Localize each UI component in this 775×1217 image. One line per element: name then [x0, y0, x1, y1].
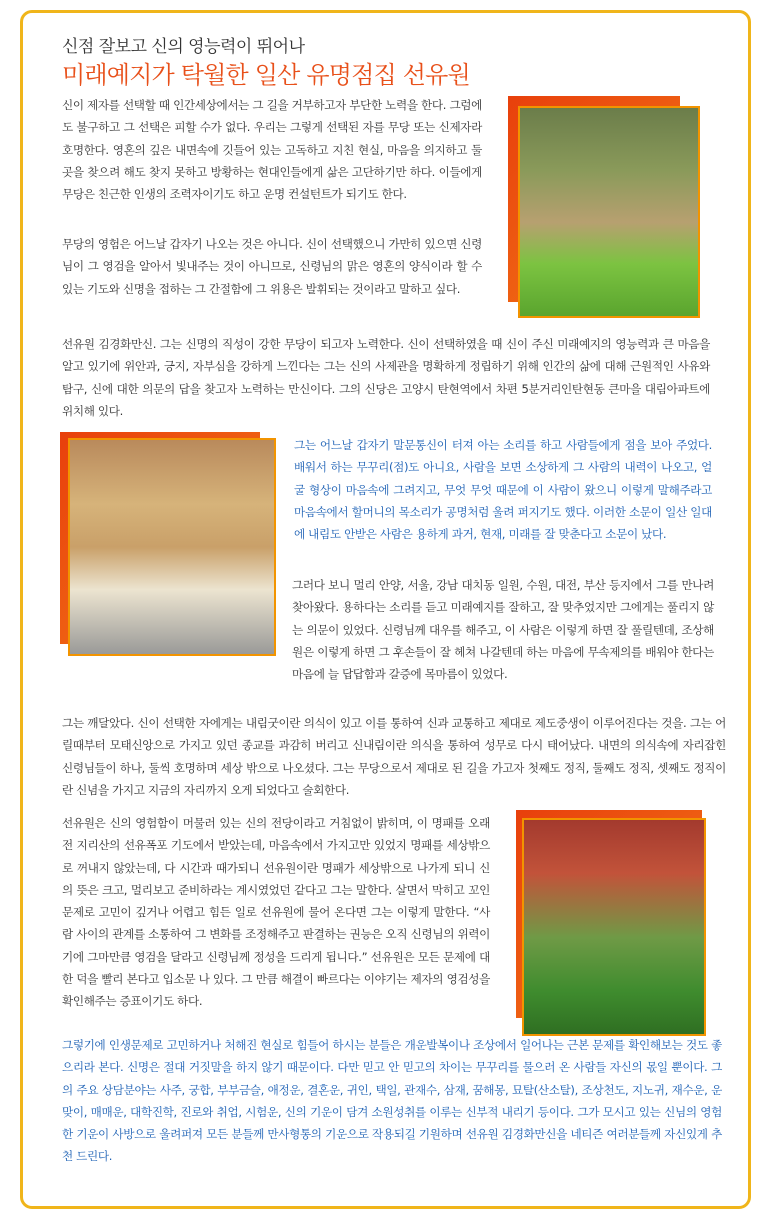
paragraph-7: 선유원은 신의 영험함이 머물러 있는 신의 전당이라고 거침없이 밝히며, 이 명패를 오래전 지리산의 선유폭포 기도에서 받았는데, 마음속에서 가지고만 있었지 명패를 세상밖으로 꺼내지 않았는데, 다 시간과 때가되니 선유원이란 명패가 세상밖으로 나가게 되니 신의 뜻은 크고, 멀리보고 준비하라는 계시였었던 같다고 그는 말한다. 살면서 막히고 꼬인 문제로 고민이 깊거나 어렵고 힘든 일로 선유원에 물어 온다면 그는 이렇게 말한다. “사람 사이의 관계를 소통하여 그 변화를 조정해주고 판결하는 권능은 오직 신령님의 위력이기에 그마만큼 영검을 달라고 신령님께 정성을 드리게 됩니다.” 선유원은 모든 문제에 대한 덕을 빨리 본다고 입소문 나 있다. 그 만큼 해결이 빠르다는 이야기는 제자의 영검성을 확인해주는 증표이기도 하다.: [62, 816, 490, 1009]
paragraph-1: 신이 제자를 선택할 때 인간세상에서는 그 길을 거부하고자 부단한 노력을 한다. 그럼에도 불구하고 그 선택은 피할 수가 없다. 우리는 그렇게 선택된 자를 무당 또는 신제자라 호명한다. 영혼의 깊은 내면속에 깃들어 있는 고독하고 지친 현실, 마음을 의지하고 둘 곳을 찾으려 해도 찾지 못하고 방황하는 현대인들에게 삶은 고단하기만 하다. 이들에게 무당은 친근한 인생의 조력자이기도 하고 운명 컨설턴트가 되기도 한다.: [62, 98, 482, 202]
page-subtitle: 신점 잘보고 신의 영능력이 뛰어나: [62, 37, 305, 57]
ritual-photo: [516, 810, 712, 1040]
paragraph-5-wrap: [62, 574, 714, 685]
page-title: 미래예지가 탁월한 일산 유명점집 선유원: [62, 61, 470, 89]
paragraph-8: 그렇기에 인생문제로 고민하거나 처해진 현실로 힘들어 하시는 분들은 개운발복이나 조상에서 일어나는 근본 문제를 확인해보는 것도 좋으리라 본다. 신명은 절대 거짓말을 하지 않기 때문이다. 다만 믿고 안 믿고의 차이는 무꾸리를 물으러 온 사람들 자신의 몫일 뿐이다. 그의 주요 상담분야는 사주, 궁합, 부부금슬, 애정운, 결혼운, 귀인, 택일, 관재수, 삼재, 꿈해몽, 묘탈(산소탈), 조상천도, 지노귀, 재수운, 운맞이, 매매운, 대학진학, 진로와 취업, 시험운, 신의 기운이 담겨 소원성취를 이루는 신부적 내리기 등이다. 그가 모시고 있는 신님의 영험한 기운이 사방으로 울려퍼져 모든 분들께 만사형통의 기운으로 작용되길 기원하며 선유원 김경화만신을 네티즌 여러분들께 자신있게 추천 드린다.: [62, 1038, 722, 1164]
paragraph-3: 선유원 김경화만신. 그는 신명의 직성이 강한 무당이 되고자 노력한다. 신이 선택하였을 때 신이 주신 미래예지의 영능력과 큰 마음을 알고 있기에 위안과, 긍지, 자부심을 강하게 느낀다는 그는 신의 사제관을 명확하게 정립하기 위해 인간의 삶에 대해 근원적인 사유와 탐구, 신에 대한 의문의 답을 찾고자 노력하는 만신이다. 그의 신당은 고양시 탄현역에서 차편 5분거리인탄현동 큰마을 대림아파트에 위치해 있다.: [62, 337, 710, 418]
paragraph-4: 그는 어느날 갑자기 말문통신이 터져 아는 소리를 하고 사람들에게 점을 보아 주었다. 배워서 하는 무꾸리(점)도 아니요, 사람을 보면 소상하게 그 사람의 내력이 나오고, 얼굴 형상이 마음속에 그려지고, 무엇 무엇 때문에 이 사람이 왔으니 이렇게 말해주라고 마음속에서 할머니의 목소리가 공명처럼 울려 퍼지기도 했다. 이러한 소문이 일산 일대에 내림도 안받은 사람은 용하게 과거, 현재, 미래를 잘 맞춘다고 소문이 났다.: [294, 438, 712, 542]
portrait-photo-1: [508, 96, 704, 322]
paragraph-6: 그는 깨달았다. 신이 선택한 자에게는 내림굿이란 의식이 있고 이를 통하여 신과 교통하고 제대로 제도중생이 이루어진다는 것을. 그는 어릴때부터 모태신앙으로 가지고 있던 종교를 과감히 버리고 신내림이란 의식을 통하여 성무로 다시 태어났다. 내면의 의식속에 자리잡힌 신령님들이 하나, 둘씩 호명하며 세상 밖으로 나오셨다. 그는 무당으로서 제대로 된 길을 가고자 첫째도 정직, 둘째도 정직, 셋째도 정직이란 신념을 가지고 지금의 자리까지 오게 되었다고 술회한다.: [62, 716, 726, 797]
paragraph-5: 그러다 보니 멀리 안양, 서울, 강남 대치동 일원, 수원, 대전, 부산 등지에서 그를 만나려 찾아왔다. 용하다는 소리를 듣고 미래예지를 잘하고, 잘 맞추었지만 그에게는 풀리지 않는 의문이 있었다. 신령님께 대우를 해주고, 이 사람은 이렇게 하면 잘 풀릴텐데, 조상해원은 이렇게 하면 그 후손들이 잘 헤쳐 나갈텐데 하는 마음에 무속제의를 배워야 한다는 마음에 늘 답답함과 갈증에 목마름이 있었다.: [292, 578, 714, 682]
paragraph-2: 무당의 영험은 어느날 갑자기 나오는 것은 아니다. 신이 선택했으니 가만히 있으면 신령님이 그 영검을 알아서 빛내주는 것이 아니므로, 신령님의 맑은 영혼의 양식이라 할 수 있는 기도와 신명을 접하는 그 간절함에 그 위용은 발휘되는 것이라고 말하고 싶다.: [62, 237, 482, 296]
